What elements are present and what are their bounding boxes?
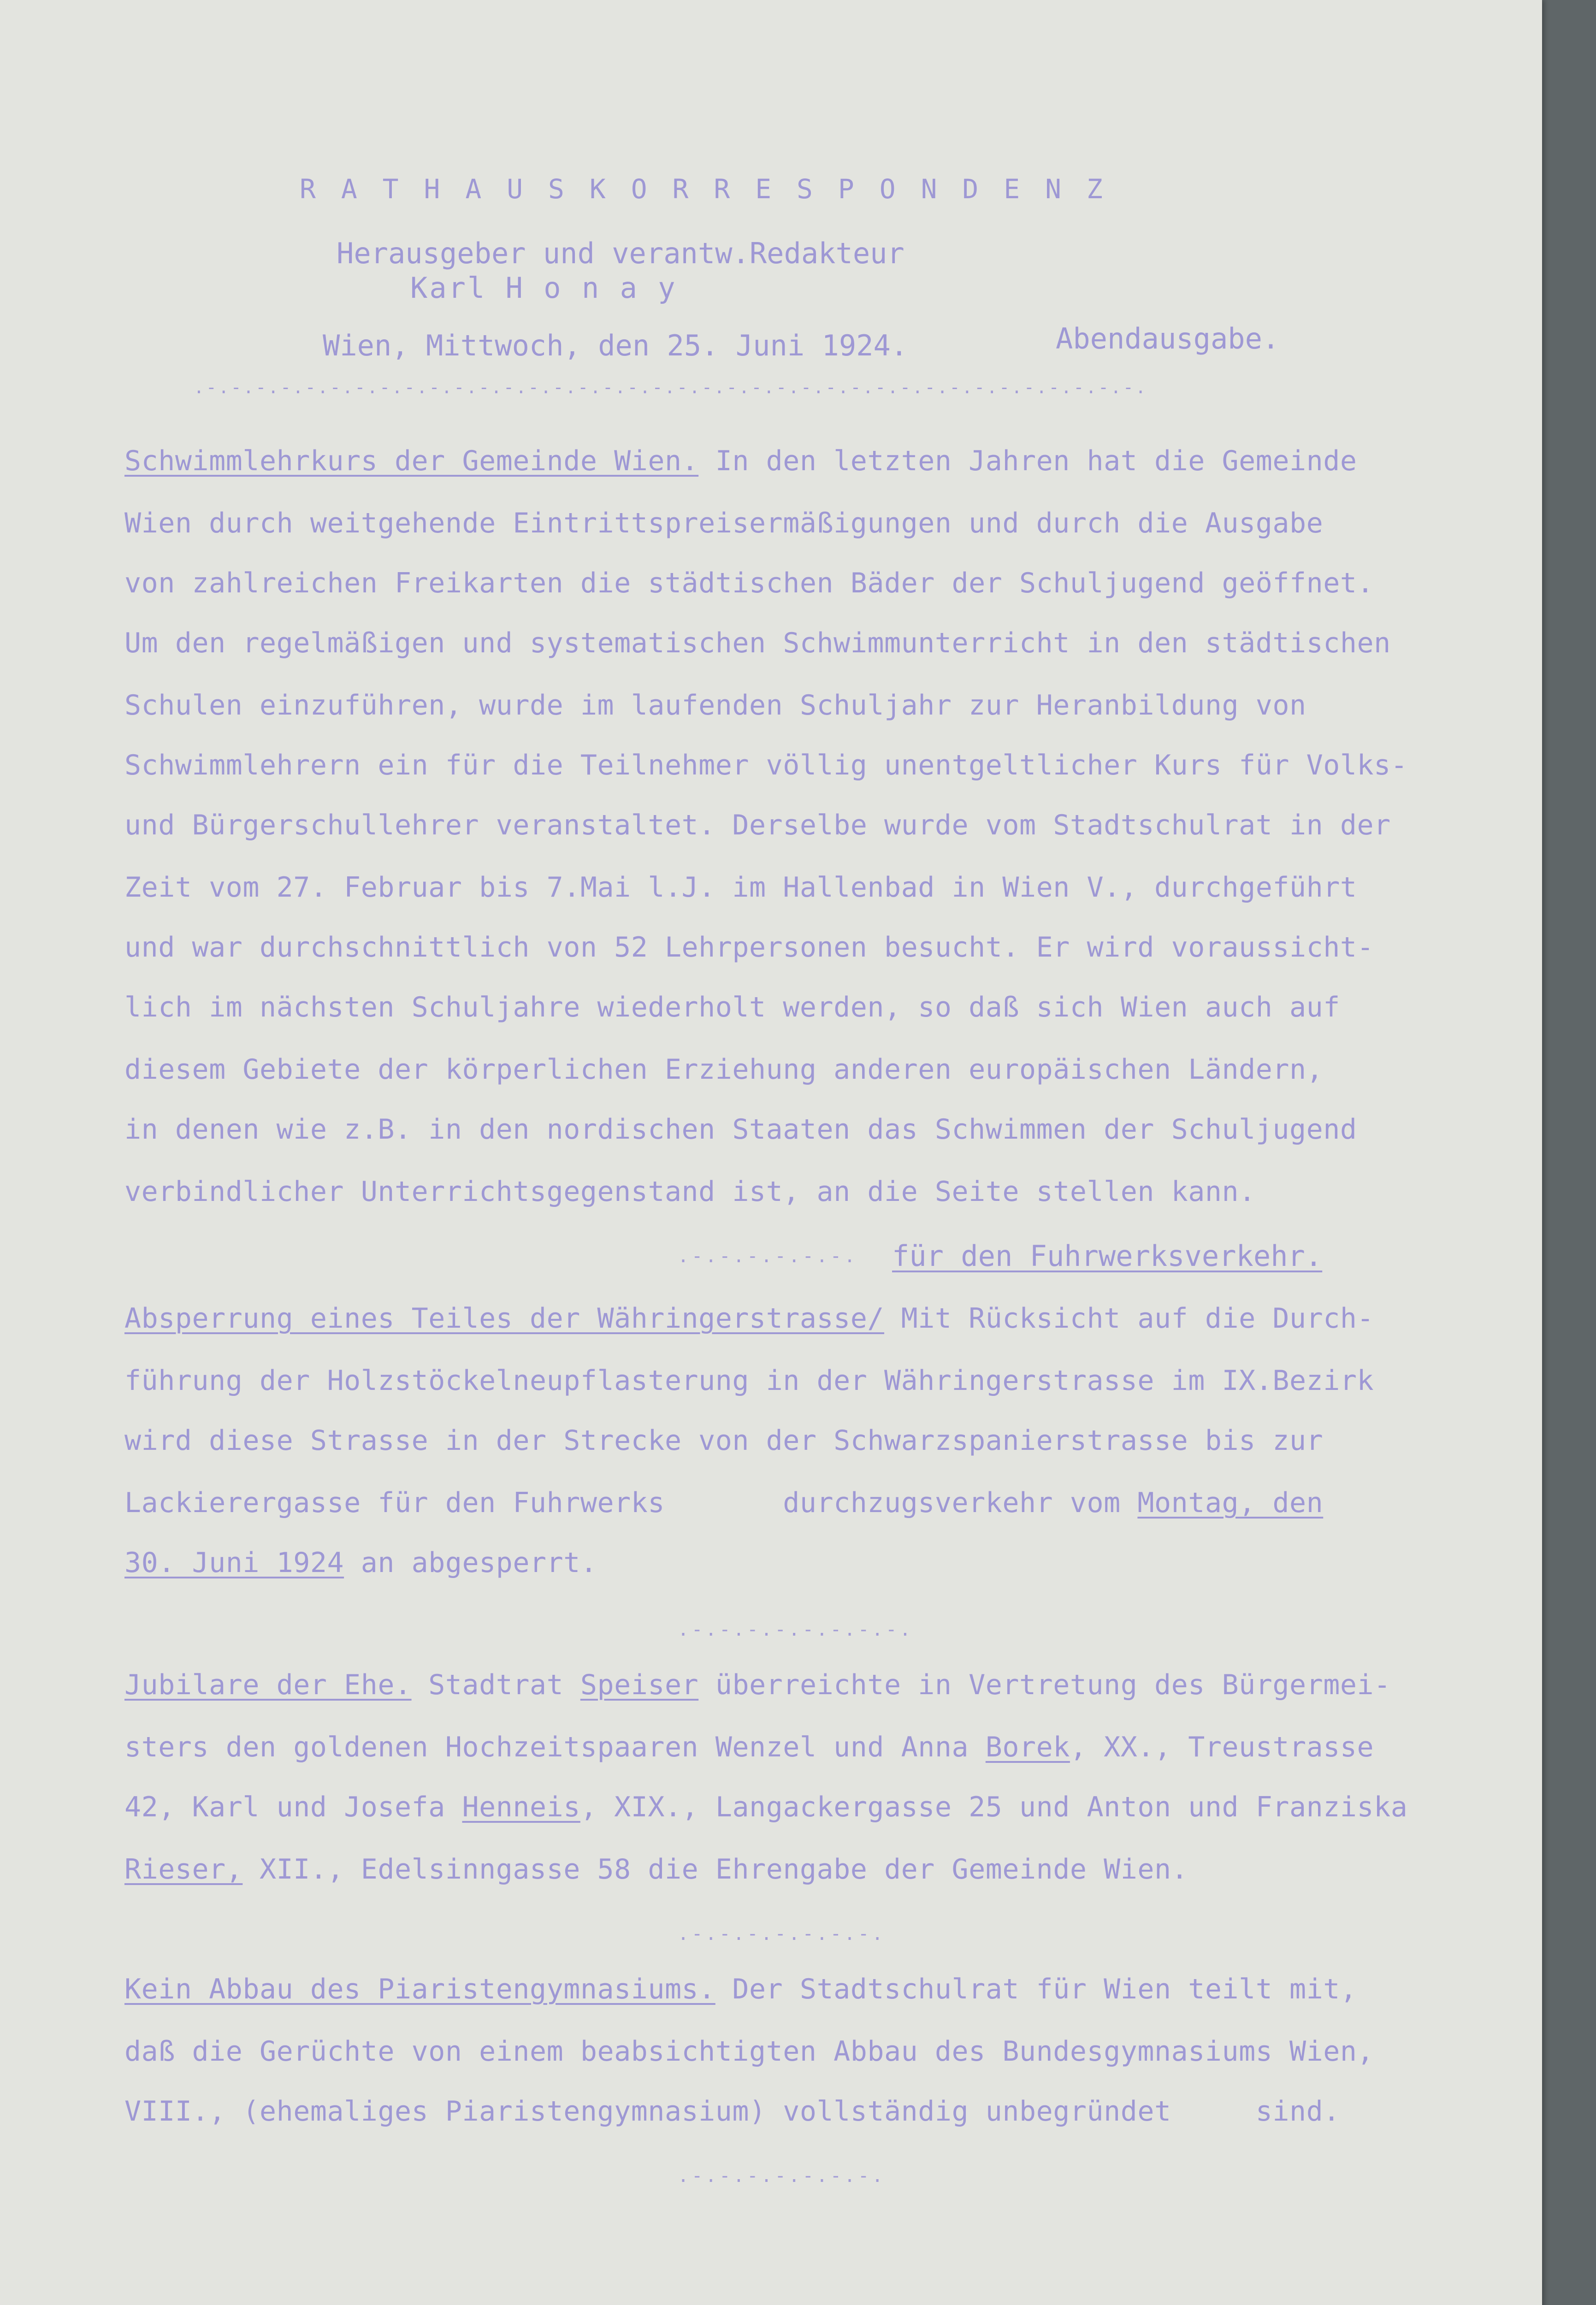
article-1-line: diesem Gebiete der körperlichen Erziehung anderen europäischen Ländern,	[124, 1053, 1324, 1086]
article-3-text: sters den goldenen Hochzeitspaaren Wenzel und Anna	[124, 1731, 986, 1763]
article-4-text: Der Stadtschulrat für Wien teilt mit,	[715, 1973, 1357, 2005]
article-3-heading: Jubilare der Ehe.	[124, 1669, 412, 1701]
article-2-line	[124, 1544, 1544, 1581]
header-rule: .-.-.-.-.-.-.-.-.-.-.-.-.-.-.-.-.-.-.-.-.-.-.-.-.-.-.-.-.-.-.-.-.-.-.-.-.-.-.	[194, 377, 1148, 397]
article-3-line	[124, 1851, 1544, 1888]
article-3-first-line	[124, 1667, 1544, 1703]
article-2-heading: Absperrung eines Teiles der Währingerstrasse/	[124, 1302, 885, 1335]
article-1-line: Zeit vom 27. Februar bis 7.Mai l.J. im Hallenbad in Wien V., durchgeführt	[124, 871, 1357, 904]
article-2-text: Mit Rücksicht auf die Durch-	[884, 1302, 1374, 1335]
article-2-text: an abgesperrt.	[344, 1547, 597, 1579]
editor-line: Herausgeber und verantw.Redakteur	[337, 236, 904, 270]
name-speiser: Speiser	[580, 1669, 699, 1701]
article-4-line: daß die Gerüchte von einem beabsichtigten Abbau des Bundesgymnasiums Wien,	[124, 2035, 1374, 2068]
closure-date-end: 30. Juni 1924	[124, 1547, 344, 1579]
name-henneis: Henneis	[462, 1791, 580, 1823]
article-2-text: Lackierergasse für den Fuhrwerks durchzugsverkehr vom	[124, 1487, 1138, 1519]
article-3-text: überreichte in Vertretung des Bürgermei-	[698, 1669, 1391, 1701]
article-3-text: , XIX., Langackergasse 25 und Anton und Franziska	[580, 1791, 1408, 1823]
article-1-line: und Bürgerschullehrer veranstaltet. Derselbe wurde vom Stadtschulrat in der	[124, 809, 1391, 841]
article-2-line	[124, 1484, 1544, 1521]
name-borek: Borek	[985, 1731, 1070, 1763]
article-2-line: führung der Holzstöckelneupflasterung in der Währingerstrasse im IX.Bezirk	[124, 1365, 1374, 1397]
name-rieser: Rieser,	[124, 1853, 243, 1885]
separator: .-.-.-.-.-.-.	[678, 1246, 858, 1267]
article-3-line	[124, 1789, 1544, 1826]
article-3-line	[124, 1729, 1544, 1766]
article-3-text: 42, Karl und Josefa	[124, 1791, 462, 1823]
separator: .-.-.-.-.-.-.-.-.	[678, 1619, 914, 1640]
article-1-line: lich im nächsten Schuljahre wiederholt werden, so daß sich Wien auch auf	[124, 991, 1340, 1023]
edition-label: Abendausgabe.	[1056, 322, 1280, 355]
editor-name: Karl H o n a y	[410, 271, 677, 305]
separator: .-.-.-.-.-.-.-.	[678, 2165, 886, 2187]
article-1-line: verbindlicher Unterrichtsgegenstand ist, an die Seite stellen kann.	[124, 1176, 1256, 1208]
article-1-heading: Schwimmlehrkurs der Gemeinde Wien.	[124, 445, 699, 477]
page-edge	[1540, 0, 1596, 2305]
article-1-line: Schwimmlehrern ein für die Teilnehmer völlig unentgeltlicher Kurs für Volks-	[124, 749, 1408, 781]
article-1-text: In den letzten Jahren hat die Gemeinde	[698, 445, 1357, 477]
dateline: Wien, Mittwoch, den 25. Juni 1924.	[323, 329, 908, 362]
article-4-line: VIII., (ehemaliges Piaristengymnasium) vollständig unbegründet sind.	[124, 2095, 1340, 2128]
article-1-line: von zahlreichen Freikarten die städtischen Bäder der Schuljugend geöffnet.	[124, 567, 1374, 599]
separator: .-.-.-.-.-.-.-.	[678, 1923, 886, 1944]
article-2-heading-insert: für den Fuhrwerksverkehr.	[892, 1239, 1323, 1273]
article-4-first-line	[124, 1971, 1544, 2008]
masthead-title: R A T H A U S K O R R E S P O N D E N Z	[300, 173, 1107, 205]
article-3-text: XII., Edelsinngasse 58 die Ehrengabe der Gemeinde Wien.	[242, 1853, 1188, 1885]
article-4-heading: Kein Abbau des Piaristengymnasiums.	[124, 1973, 715, 2005]
closure-date-start: Montag, den	[1137, 1487, 1324, 1519]
article-2-line: wird diese Strasse in der Strecke von der Schwarzspanierstrasse bis zur	[124, 1424, 1324, 1457]
article-3-text: Stadtrat	[411, 1669, 580, 1701]
article-1-line: in denen wie z.B. in den nordischen Staaten das Schwimmen der Schuljugend	[124, 1113, 1357, 1146]
article-3-text: , XX., Treustrasse	[1070, 1731, 1374, 1763]
article-1-line: Schulen einzuführen, wurde im laufenden Schuljahr zur Heranbildung von	[124, 689, 1306, 721]
article-1-line: Um den regelmäßigen und systematischen Schwimmunterricht in den städtischen	[124, 627, 1391, 659]
article-1-first-line	[124, 443, 1544, 479]
article-2-first-line	[124, 1300, 1544, 1337]
article-1-line: Wien durch weitgehende Eintrittspreisermäßigungen und durch die Ausgabe	[124, 507, 1324, 539]
article-1-line: und war durchschnittlich von 52 Lehrpersonen besucht. Er wird voraussicht-	[124, 931, 1374, 963]
